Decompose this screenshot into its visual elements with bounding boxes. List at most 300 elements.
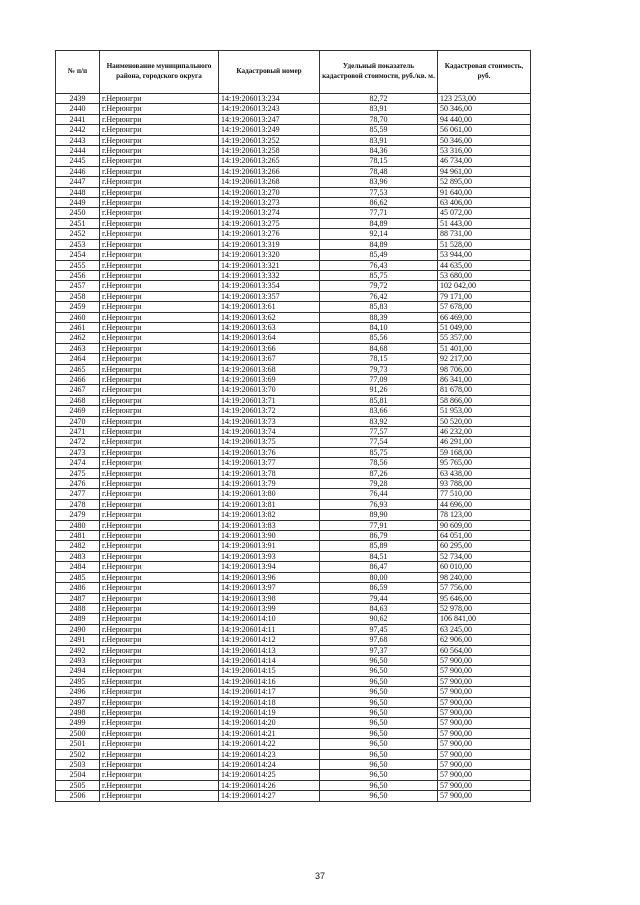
table-row [56,780,531,790]
cadastral-value: 57 678,00 [438,302,531,312]
district-name: г.Нерюнгри [100,479,219,489]
row-number: 2484 [56,562,100,572]
cadastral-value: 55 357,00 [438,333,531,343]
specific-index: 96,50 [320,655,438,665]
table-row [56,791,531,801]
district-name: г.Нерюнгри [100,468,219,478]
row-number: 2503 [56,760,100,770]
cadastral-value: 53 680,00 [438,270,531,280]
specific-index: 97,45 [320,624,438,634]
row-number: 2501 [56,739,100,749]
district-name: г.Нерюнгри [100,562,219,572]
row-number: 2453 [56,239,100,249]
cadastral-value: 95 646,00 [438,593,531,603]
cadastral-value: 94 440,00 [438,114,531,124]
cadastral-value: 44 696,00 [438,499,531,509]
cadastral-value: 45 072,00 [438,208,531,218]
specific-index: 96,50 [320,770,438,780]
district-name: г.Нерюнгри [100,291,219,301]
specific-index: 85,81 [320,395,438,405]
row-number: 2440 [56,104,100,114]
specific-index: 86,59 [320,583,438,593]
row-number: 2488 [56,603,100,613]
header-cadastral-number: Кадастровый номер [219,51,320,94]
cadastral-value: 57 900,00 [438,791,531,801]
row-number: 2456 [56,270,100,280]
specific-index: 83,91 [320,135,438,145]
cadastral-value: 57 900,00 [438,655,531,665]
cadastral-number: 14:19:206013:69 [219,374,320,384]
table-row [56,187,531,197]
table-row [56,541,531,551]
specific-index: 96,50 [320,791,438,801]
cadastral-number: 14:19:206013:80 [219,489,320,499]
specific-index: 83,96 [320,177,438,187]
cadastral-value: 91 640,00 [438,187,531,197]
row-number: 2483 [56,551,100,561]
cadastral-number: 14:19:206013:357 [219,291,320,301]
table-row [56,697,531,707]
row-number: 2504 [56,770,100,780]
cadastral-value: 57 900,00 [438,707,531,717]
table-row [56,291,531,301]
specific-index: 78,70 [320,114,438,124]
district-name: г.Нерюнгри [100,447,219,457]
row-number: 2493 [56,655,100,665]
table-row [56,718,531,728]
cadastral-number: 14:19:206014:24 [219,760,320,770]
row-number: 2479 [56,510,100,520]
specific-index: 83,92 [320,416,438,426]
district-name: г.Нерюнгри [100,687,219,697]
cadastral-value: 56 061,00 [438,125,531,135]
district-name: г.Нерюнгри [100,364,219,374]
specific-index: 78,48 [320,166,438,176]
district-name: г.Нерюнгри [100,94,219,104]
cadastral-value: 81 678,00 [438,385,531,395]
district-name: г.Нерюнгри [100,125,219,135]
table-row [56,416,531,426]
district-name: г.Нерюнгри [100,281,219,291]
row-number: 2473 [56,447,100,457]
cadastral-number: 14:19:206013:249 [219,125,320,135]
district-name: г.Нерюнгри [100,229,219,239]
row-number: 2480 [56,520,100,530]
table-row [56,166,531,176]
cadastral-value: 51 401,00 [438,343,531,353]
row-number: 2472 [56,437,100,447]
cadastral-number: 14:19:206013:274 [219,208,320,218]
row-number: 2460 [56,312,100,322]
district-name: г.Нерюнгри [100,510,219,520]
cadastral-number: 14:19:206013:67 [219,354,320,364]
table-row [56,364,531,374]
cadastral-value: 57 900,00 [438,780,531,790]
row-number: 2449 [56,198,100,208]
cadastral-value: 63 406,00 [438,198,531,208]
specific-index: 77,54 [320,437,438,447]
district-name: г.Нерюнгри [100,697,219,707]
cadastral-value: 57 900,00 [438,760,531,770]
specific-index: 78,15 [320,156,438,166]
row-number: 2450 [56,208,100,218]
cadastral-number: 14:19:206013:276 [219,229,320,239]
cadastral-number: 14:19:206013:247 [219,114,320,124]
cadastral-value: 57 900,00 [438,770,531,780]
row-number: 2463 [56,343,100,353]
row-number: 2451 [56,218,100,228]
table-row [56,676,531,686]
cadastral-value: 46 734,00 [438,156,531,166]
cadastral-number: 14:19:206013:81 [219,499,320,509]
table-row [56,427,531,437]
table-row [56,479,531,489]
row-number: 2498 [56,707,100,717]
specific-index: 97,68 [320,635,438,645]
district-name: г.Нерюнгри [100,406,219,416]
cadastral-value: 57 900,00 [438,749,531,759]
cadastral-value: 50 520,00 [438,416,531,426]
cadastral-number: 14:19:206013:252 [219,135,320,145]
specific-index: 79,28 [320,479,438,489]
specific-index: 85,83 [320,302,438,312]
table-row [56,156,531,166]
table-row [56,635,531,645]
district-name: г.Нерюнгри [100,531,219,541]
row-number: 2464 [56,354,100,364]
table-row [56,281,531,291]
cadastral-number: 14:19:206014:25 [219,770,320,780]
district-name: г.Нерюнгри [100,260,219,270]
cadastral-value: 98 240,00 [438,572,531,582]
row-number: 2466 [56,374,100,384]
cadastral-number: 14:19:206014:11 [219,624,320,634]
cadastral-number: 14:19:206013:243 [219,104,320,114]
cadastral-number: 14:19:206014:13 [219,645,320,655]
specific-index: 83,91 [320,104,438,114]
district-name: г.Нерюнгри [100,655,219,665]
specific-index: 85,56 [320,333,438,343]
district-name: г.Нерюнгри [100,635,219,645]
table-row [56,395,531,405]
district-name: г.Нерюнгри [100,312,219,322]
table-row [56,749,531,759]
table-row [56,312,531,322]
specific-index: 76,44 [320,489,438,499]
district-name: г.Нерюнгри [100,177,219,187]
row-number: 2497 [56,697,100,707]
cadastral-number: 14:19:206013:273 [219,198,320,208]
district-name: г.Нерюнгри [100,218,219,228]
row-number: 2439 [56,94,100,104]
cadastral-number: 14:19:206014:16 [219,676,320,686]
row-number: 2495 [56,676,100,686]
table-row [56,198,531,208]
cadastral-value: 79 171,00 [438,291,531,301]
cadastral-number: 14:19:206014:15 [219,666,320,676]
district-name: г.Нерюнгри [100,156,219,166]
cadastral-value: 62 906,00 [438,635,531,645]
district-name: г.Нерюнгри [100,718,219,728]
row-number: 2494 [56,666,100,676]
cadastral-number: 14:19:206013:73 [219,416,320,426]
district-name: г.Нерюнгри [100,749,219,759]
district-name: г.Нерюнгри [100,707,219,717]
specific-index: 96,50 [320,697,438,707]
table-row [56,510,531,520]
specific-index: 89,90 [320,510,438,520]
specific-index: 92,14 [320,229,438,239]
cadastral-number: 14:19:206013:266 [219,166,320,176]
specific-index: 96,50 [320,666,438,676]
district-name: г.Нерюнгри [100,770,219,780]
district-name: г.Нерюнгри [100,489,219,499]
specific-index: 76,93 [320,499,438,509]
row-number: 2499 [56,718,100,728]
specific-index: 90,62 [320,614,438,624]
district-name: г.Нерюнгри [100,135,219,145]
table-row [56,104,531,114]
specific-index: 87,26 [320,468,438,478]
specific-index: 85,75 [320,270,438,280]
district-name: г.Нерюнгри [100,583,219,593]
row-number: 2454 [56,250,100,260]
cadastral-value: 51 049,00 [438,322,531,332]
row-number: 2447 [56,177,100,187]
row-number: 2442 [56,125,100,135]
cadastral-value: 57 900,00 [438,666,531,676]
district-name: г.Нерюнгри [100,499,219,509]
cadastral-number: 14:19:206013:319 [219,239,320,249]
cadastral-value: 95 765,00 [438,458,531,468]
cadastral-number: 14:19:206013:268 [219,177,320,187]
cadastral-value: 94 961,00 [438,166,531,176]
table-row [56,437,531,447]
cadastral-value: 52 895,00 [438,177,531,187]
row-number: 2452 [56,229,100,239]
table-row [56,343,531,353]
specific-index: 84,10 [320,322,438,332]
header-district: Наименование муниципального района, городского округа [100,51,219,94]
table-row [56,218,531,228]
cadastral-value: 46 232,00 [438,427,531,437]
cadastral-number: 14:19:206014:20 [219,718,320,728]
specific-index: 84,36 [320,146,438,156]
row-number: 2485 [56,572,100,582]
cadastral-number: 14:19:206013:61 [219,302,320,312]
row-number: 2441 [56,114,100,124]
specific-index: 77,53 [320,187,438,197]
table-row [56,229,531,239]
district-name: г.Нерюнгри [100,614,219,624]
cadastral-number: 14:19:206013:265 [219,156,320,166]
cadastral-value: 53 316,00 [438,146,531,156]
row-number: 2470 [56,416,100,426]
cadastral-number: 14:19:206013:270 [219,187,320,197]
table-row [56,333,531,343]
table-row [56,239,531,249]
table-row [56,250,531,260]
table-row [56,177,531,187]
cadastral-value: 63 438,00 [438,468,531,478]
page-number: 37 [314,871,325,881]
row-number: 2506 [56,791,100,801]
row-number: 2469 [56,406,100,416]
row-number: 2490 [56,624,100,634]
district-name: г.Нерюнгри [100,427,219,437]
cadastral-value: 64 051,00 [438,531,531,541]
cadastral-value: 63 245,00 [438,624,531,634]
cadastral-number: 14:19:206013:82 [219,510,320,520]
specific-index: 85,49 [320,250,438,260]
district-name: г.Нерюнгри [100,270,219,280]
cadastral-number: 14:19:206013:70 [219,385,320,395]
table-row [56,208,531,218]
specific-index: 96,50 [320,749,438,759]
cadastral-value: 51 528,00 [438,239,531,249]
row-number: 2445 [56,156,100,166]
district-name: г.Нерюнгри [100,114,219,124]
district-name: г.Нерюнгри [100,593,219,603]
cadastral-number: 14:19:206013:93 [219,551,320,561]
table-row [56,562,531,572]
row-number: 2475 [56,468,100,478]
cadastral-value: 123 253,00 [438,94,531,104]
table-row [56,614,531,624]
cadastral-number: 14:19:206013:258 [219,146,320,156]
cadastral-number: 14:19:206013:75 [219,437,320,447]
table-header [56,51,531,94]
table-row [56,739,531,749]
specific-index: 78,56 [320,458,438,468]
district-name: г.Нерюнгри [100,146,219,156]
district-name: г.Нерюнгри [100,520,219,530]
district-name: г.Нерюнгри [100,187,219,197]
cadastral-value: 44 635,00 [438,260,531,270]
district-name: г.Нерюнгри [100,572,219,582]
row-number: 2481 [56,531,100,541]
specific-index: 96,50 [320,707,438,717]
header-cadastral-value: Кадастровая стоимость, руб. [438,51,531,94]
cadastral-number: 14:19:206013:74 [219,427,320,437]
district-name: г.Нерюнгри [100,760,219,770]
specific-index: 84,51 [320,551,438,561]
row-number: 2492 [56,645,100,655]
cadastral-value: 60 564,00 [438,645,531,655]
district-name: г.Нерюнгри [100,791,219,801]
table-row [56,760,531,770]
row-number: 2476 [56,479,100,489]
cadastral-value: 52 978,00 [438,603,531,613]
cadastral-value: 66 469,00 [438,312,531,322]
table-row [56,94,531,104]
cadastral-number: 14:19:206014:19 [219,707,320,717]
row-number: 2482 [56,541,100,551]
cadastral-number: 14:19:206014:14 [219,655,320,665]
table-row [56,406,531,416]
specific-index: 96,50 [320,718,438,728]
cadastral-number: 14:19:206014:27 [219,791,320,801]
district-name: г.Нерюнгри [100,780,219,790]
cadastral-value: 86 341,00 [438,374,531,384]
cadastral-value: 53 944,00 [438,250,531,260]
cadastral-value: 59 168,00 [438,447,531,457]
specific-index: 86,79 [320,531,438,541]
table-row [56,135,531,145]
row-number: 2468 [56,395,100,405]
cadastral-value: 51 953,00 [438,406,531,416]
cadastral-value: 88 731,00 [438,229,531,239]
specific-index: 83,66 [320,406,438,416]
specific-index: 84,68 [320,343,438,353]
district-name: г.Нерюнгри [100,208,219,218]
specific-index: 77,71 [320,208,438,218]
cadastral-number: 14:19:206013:99 [219,603,320,613]
specific-index: 85,75 [320,447,438,457]
table-row [56,270,531,280]
table-row [56,447,531,457]
specific-index: 84,89 [320,239,438,249]
specific-index: 88,39 [320,312,438,322]
district-name: г.Нерюнгри [100,322,219,332]
row-number: 2478 [56,499,100,509]
row-number: 2458 [56,291,100,301]
specific-index: 91,26 [320,385,438,395]
cadastral-number: 14:19:206013:78 [219,468,320,478]
row-number: 2496 [56,687,100,697]
cadastral-number: 14:19:206014:10 [219,614,320,624]
cadastral-number: 14:19:206014:18 [219,697,320,707]
table-row [56,146,531,156]
cadastral-number: 14:19:206013:321 [219,260,320,270]
specific-index: 85,89 [320,541,438,551]
cadastral-number: 14:19:206014:23 [219,749,320,759]
cadastral-number: 14:19:206013:77 [219,458,320,468]
row-number: 2448 [56,187,100,197]
cadastral-number: 14:19:206013:72 [219,406,320,416]
row-number: 2457 [56,281,100,291]
cadastral-number: 14:19:206013:234 [219,94,320,104]
specific-index: 77,09 [320,374,438,384]
cadastral-number: 14:19:206013:91 [219,541,320,551]
specific-index: 86,47 [320,562,438,572]
row-number: 2500 [56,728,100,738]
cadastral-value: 57 900,00 [438,676,531,686]
district-name: г.Нерюнгри [100,198,219,208]
cadastral-value: 77 510,00 [438,489,531,499]
cadastral-number: 14:19:206014:22 [219,739,320,749]
row-number: 2467 [56,385,100,395]
district-name: г.Нерюнгри [100,676,219,686]
district-name: г.Нерюнгри [100,458,219,468]
specific-index: 76,43 [320,260,438,270]
row-number: 2489 [56,614,100,624]
row-number: 2474 [56,458,100,468]
cadastral-value: 106 841,00 [438,614,531,624]
row-number: 2487 [56,593,100,603]
cadastral-value: 50 346,00 [438,104,531,114]
district-name: г.Нерюнгри [100,551,219,561]
header-row [56,51,531,94]
cadastral-value: 60 010,00 [438,562,531,572]
row-number: 2443 [56,135,100,145]
cadastral-number: 14:19:206013:97 [219,583,320,593]
cadastral-number: 14:19:206013:94 [219,562,320,572]
row-number: 2459 [56,302,100,312]
row-number: 2471 [56,427,100,437]
table-row [56,531,531,541]
district-name: г.Нерюнгри [100,385,219,395]
